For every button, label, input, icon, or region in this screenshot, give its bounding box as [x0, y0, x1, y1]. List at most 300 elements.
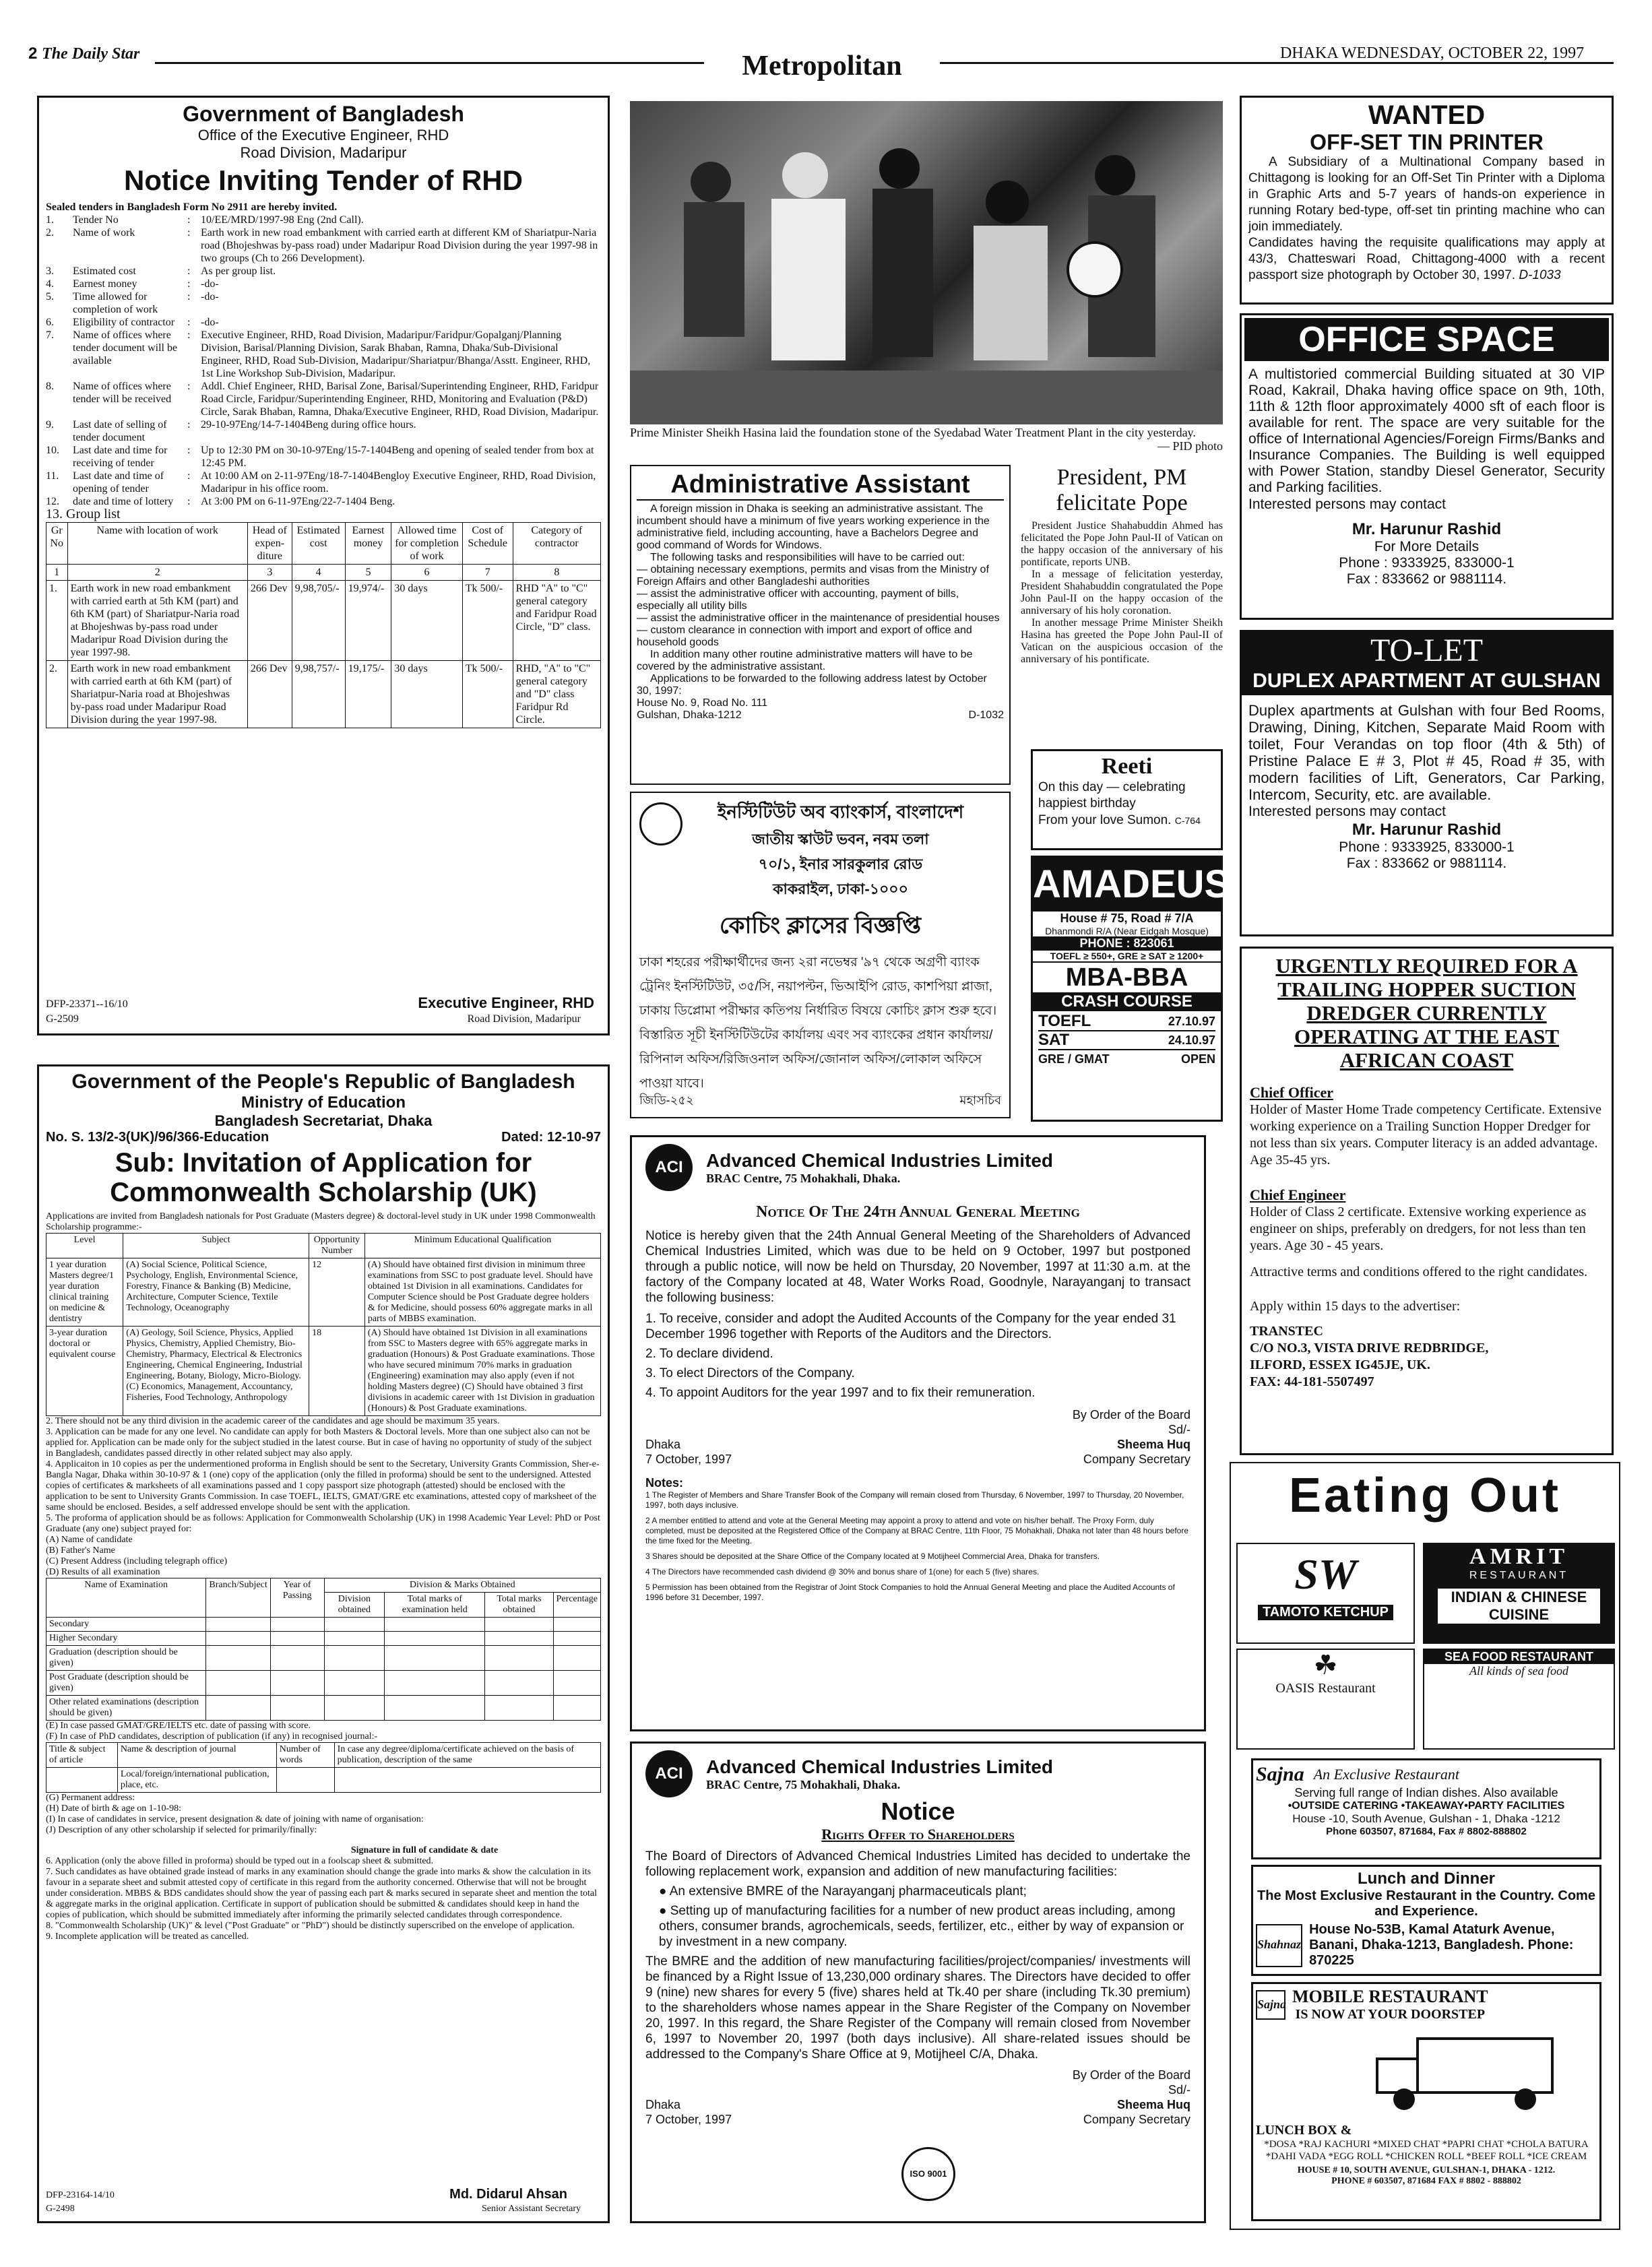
rhd-item-value: Addl. Chief Engineer, RHD, Barisal Zone, Barisal/Superintending Engineer, RHD, Faridpur Road Circle, Faridpur/Superintending Engineer, RHD, Monitoring and Evaluation (P&D) Circle, Sarak Bhaban, Ramna, Dhaka/Executive Engineer, RHD, Road Division, Madaripur. [201, 381, 599, 418]
table-cell [385, 1646, 485, 1671]
aci-agm-item: 3. To elect Directors of the Company. [645, 1366, 855, 1380]
rhd-title: Notice Inviting Tender of RHD [124, 164, 523, 196]
cw-field: (G) Permanent address: [46, 1793, 135, 1803]
eating-out-section [1230, 1462, 1620, 2230]
aci-agm-notes-heading: Notes: [645, 1476, 684, 1490]
pope-headline: President, PM felicitate Pope [1056, 465, 1188, 515]
amadeus-toefl: TOEFL [1038, 1012, 1091, 1030]
tolet-sub: DUPLEX APARTMENT AT GULSHAN [1252, 670, 1601, 692]
rhd-item-value: As per group list. [201, 265, 276, 277]
mobile-sub: IS NOW AT YOUR DOORSTEP [1295, 2007, 1486, 2022]
table-cell [206, 1632, 270, 1646]
cw-th: Level [46, 1234, 123, 1258]
exam-th: Division obtained [324, 1593, 385, 1618]
ibb-road: ৭০/১, ইনার সারকুলার রোড [758, 856, 923, 872]
ibb-area: কাকরাইল, ঢাকা-১০০০ [773, 881, 908, 897]
reeti-from: From your love Sumon. [1038, 813, 1172, 827]
dredger-chief-officer: Chief Officer [1250, 1084, 1333, 1101]
wanted-body2: Candidates having the requisite qualifications may apply at 43/3, Chatteswari Road, Chittagong-4000 with a recent passport size photograph by October 30, 1997. [1248, 236, 1605, 282]
rhd-item-number: 9. [46, 419, 54, 430]
office-contact: Interested persons may contact [1248, 497, 1446, 512]
shahnaz-logo: Shahnaz [1256, 1924, 1302, 1967]
dredger-a1: TRANSTEC [1250, 1324, 1323, 1339]
cw-field: (H) Date of birth & age on 1-10-98: [46, 1803, 181, 1814]
rhd-item-value: At 10:00 AM on 2-11-97Eng/18-7-1404Bengloy Executive Engineer, RHD, Road Division, Madaripur in his office room. [201, 470, 596, 494]
aci-rights-order: By Order of the Board [1072, 2068, 1190, 2082]
aci-rights-place: Dhaka [645, 2098, 681, 2111]
rhd-item-key: Last date and time for receiving of tender [73, 445, 168, 469]
aci-agm-place: Dhaka [645, 1438, 681, 1451]
cw-ref: DFP-23164-14/10 [46, 2190, 115, 2200]
rhd-item-key: Last date and time of opening of tender [73, 470, 164, 494]
cw-notes [46, 1416, 601, 1535]
rhd-item-key: Time allowed for completion of work [73, 291, 158, 315]
rhd-item [46, 495, 601, 508]
cw-note: 8. "Commonwealth Scholarship (UK)" & level ("Post Graduate" or "PhD") should be distinctly superscribed on the envelope of application. [46, 1921, 575, 1931]
amadeus-logo: AMADEUS [1033, 858, 1221, 912]
cw-field: (B) Father's Name [46, 1545, 115, 1556]
rhd-item-number: 6. [46, 317, 54, 328]
rhd-item-colon: : [187, 381, 191, 392]
commonwealth-scholarship-notice [37, 1064, 610, 2223]
institute-emblem-icon [639, 802, 682, 845]
aci-rights-item: ● An extensive BMRE of the Narayanganj pharmaceuticals plant; [659, 1884, 1027, 1898]
table-cell: RHD, "A" to "C" general category and "D" class Faridpur Rd Circle. [513, 661, 600, 728]
table-cell: 9,98,757/- [292, 661, 345, 728]
ibb-body: ঢাকা শহরের পরীক্ষার্থীদের জন্য ২রা নভেম্বর '৯৭ থেকে অগ্রণী ব্যাংক ট্রেনিং ইনস্টিটিউট, ৩৫/সি, নয়াপল্টন, ভিআইপি রোড, কাশপিয়া প্লাজা, ঢাকায় ডিপ্লোমা পরীক্ষার কতিপয় নির্ধারিত বিষয়ে কোচিং ক্লাস শুরু হবে। বিস্তারিত সূচী ইনস্টিটিউটের কার্যালয় এবং সব ব্যাংকের প্রধান কার্যালয়/রিপিনাল অফিস/রিজিওনাল অফিস/জোনাল অফিস/লোকাল অফিসে পাওয়া যাবে। [639, 955, 997, 1091]
aci-rights-role: Company Secretary [1083, 2113, 1190, 2126]
lunchbox-label: LUNCH BOX & [1256, 2123, 1352, 2138]
table-cell: Earth work in new road embankment with carried earth at 5th KM (part) and 6th KM (part) of Shariatpur-Naria road at Bhojeshwas by-pass road under Madaripur Road Division during the year 1997-98. [67, 581, 247, 661]
rhd-item [46, 470, 601, 495]
rhd-th: Gr No [46, 523, 68, 565]
table-cell [385, 1671, 485, 1696]
reeti-code: C-764 [1174, 815, 1201, 826]
pope-article [1021, 465, 1223, 744]
aci-agm-date: 7 October, 1997 [645, 1452, 732, 1466]
rhd-item-colon: : [187, 291, 191, 302]
rhd-items [46, 214, 601, 508]
table-cell: 19,974/- [345, 581, 391, 661]
ibb-signer: মহাসচিব [959, 1093, 1001, 1107]
cw-exam-table [46, 1578, 601, 1721]
table-cell: 2. [46, 661, 68, 728]
table-cell [270, 1632, 324, 1646]
admin-task: — assist the administrative officer in the maintenance of presidential houses [637, 612, 1000, 624]
table-cell [485, 1671, 553, 1696]
table-cell: Graduation (description should be given) [46, 1646, 206, 1671]
cw-note: 6. Application (only the above filled in proforma) should be typed out in a foolscap sheet & submitted. [46, 1856, 434, 1866]
rhd-item-number: 5. [46, 291, 54, 302]
cw-fields2 [46, 1721, 601, 1742]
admin-code: D-1032 [968, 709, 1004, 721]
dredger-p2: Holder of Class 2 certificate. Extensive working experience as engineer on ships, preferably on dredgers, for not less than ten years. Age 30 - 45 years. [1250, 1205, 1587, 1253]
rhd-intro: Sealed tenders in Bangladesh Form No 2911 are hereby invited. [46, 201, 338, 213]
rhd-item-number: 2. [46, 227, 54, 238]
rhd-item-number: 3. [46, 265, 54, 277]
aci-agm-order: By Order of the Board [1072, 1408, 1190, 1422]
news-photo [630, 101, 1223, 424]
table-row [46, 1632, 601, 1646]
table-cell [324, 1696, 385, 1721]
rhd-col-number: 7 [462, 565, 513, 581]
aci-agm-role: Company Secretary [1083, 1452, 1190, 1466]
table-cell: (A) Geology, Soil Science, Physics, Applied Physics, Chemistry, Applied Chemistry, Bio-Chemistry, Pharmacy, Electrical & Electronics Engineering, Chemical Engineering, Industrial Engineering, Botany, Biology, Micro-Biology. (C) Economics, Management, Accountancy, Fisheries, Food Technology, Anthropology [123, 1327, 309, 1416]
tamoto-label: TAMOTO KETCHUP [1258, 1605, 1393, 1620]
dredger-a4: FAX: 44-181-5507497 [1250, 1374, 1374, 1389]
tolet-name: Mr. Harunur Rashid [1352, 821, 1502, 839]
wanted-title: WANTED [1368, 100, 1486, 130]
rhd-item-number: 8. [46, 381, 54, 392]
rhd-ref: DFP-23371--16/10 [46, 998, 128, 1010]
wanted-body: A Subsidiary of a Multinational Company based in Chittagong is looking for an Off-Set Tin Printer with a Diploma in Graphic Arts and 5-7 years of hands-on experience in running Rotary bed-type, off-set tin printing machine who can join immediately. [1248, 155, 1605, 234]
table-cell [324, 1632, 385, 1646]
amadeus-mba: MBA-BBA [1065, 963, 1188, 992]
pub-th: Number of words [276, 1743, 334, 1768]
cw-fields [46, 1535, 601, 1578]
dredger-ad [1240, 947, 1614, 1455]
rhd-item-number: 4. [46, 278, 54, 290]
exam-th-group: Division & Marks Obtained [324, 1578, 601, 1593]
rhd-item [46, 214, 601, 226]
cw-note: 7. Such candidates as have obtained grade instead of marks in any examination should change the grade into marks & show the calculation in its favour in a separate sheet and submit attested copy of certificate in this regard from the authority concerned. Otherwise that will not be brought under consideration. MBBS & BDS candidates should show the year of passing each part & marks secured in separate sheet and mention the total & aggregate marks in the original application. Certificate in support of publication should be submitted & candidates should keep in hand the copies of publication, which should be submitted immediately after informing the primarily selected candidates through correspondence. [46, 1867, 598, 1920]
admin-addr2: Gulshan, Dhaka-1212 [637, 709, 742, 721]
table-cell: 18 [309, 1327, 365, 1416]
table-cell: Tk 500/- [462, 581, 513, 661]
pub-sub: Local/foreign/international publication, place, etc. [117, 1768, 276, 1793]
rhd-item-number: 11. [46, 470, 59, 482]
dredger-a2: C/O NO.3, VISTA DRIVE REDBRIDGE, [1250, 1341, 1489, 1355]
cw-field: (I) In case of candidates in service, present designation & date of joining with name of organisation: [46, 1814, 424, 1824]
lunch-address: House No-53B, Kamal Ataturk Avenue, Banani, Dhaka-1213, Bangladesh. Phone: 870225 [1309, 1922, 1574, 1968]
cw-field: (J) Description of any other scholarship if selected for primarily/finally: [46, 1825, 317, 1835]
aci-agm-item: 1. To receive, consider and adopt the Audited Accounts of the Company for the year ended 31 December 1996 together with Reports of the Auditors and the Directors. [645, 1312, 1176, 1341]
cw-th: Subject [123, 1234, 309, 1258]
mobile-menu: *DOSA *RAJ KACHURI *MIXED CHAT *PAPRI CHAT *CHOLA BATURA *DAHI VADA *EGG ROLL *CHICKEN ROLL *BEEF ROLL *ICE CREAM [1264, 2139, 1589, 2162]
tolet-body: Duplex apartments at Gulshan with four Bed Rooms, Drawing, Dining, Kitchen, Separate Maid Room with toilet, Four Verandas on top floor (4th & 5th) of Pristine Palace E # 3, Plot # 45, Road # 35, with modern facilities of Lift, Generators, Car Parking, Intercom, Security, etc. are available. [1248, 702, 1605, 803]
dredger-title: URGENTLY REQUIRED FOR A TRAILING HOPPER SUCTION DREDGER CURRENTLY OPERATING AT THE EAST AFRICAN COAST [1275, 954, 1578, 1072]
cw-secretariat: Bangladesh Secretariat, Dhaka [214, 1112, 433, 1129]
rhd-item-number: 7. [46, 329, 54, 341]
table-cell: (A) Should have obtained 1st Division in all examinations from SSC to Masters degree with 65% aggregate marks in graduation (Honours) & Post Graduate examinations. Those who have secured minimum 70% marks in graduation (Engineering) examination may also apply (even if not holding Masters degree) (C) Should have obtained 3 first divisions in academic career with 1st Division in graduation (Honours) & Post Graduate examinations. [364, 1327, 600, 1416]
table-cell: Secondary [46, 1618, 206, 1632]
mobile-phone: PHONE # 603507, 871684 FAX # 8802 - 888802 [1331, 2176, 1521, 2186]
table-row [46, 1258, 601, 1327]
cw-code: G-2498 [46, 2204, 75, 2214]
amadeus-crash: CRASH COURSE [1033, 992, 1221, 1011]
admin-tasks [637, 564, 1004, 649]
admin-p2: The following tasks and responsibilities will have to be carried out: [650, 552, 965, 563]
office-fax: Fax : 833662 or 9881114. [1346, 571, 1507, 587]
aci-rights-date: 7 October, 1997 [645, 2113, 732, 2126]
cw-field: (D) Results of all examination [46, 1567, 160, 1577]
cw-note: 2. There should not be any third division in the academic career of the candidates and age should be maximum 35 years. [46, 1416, 500, 1426]
rhd-item-key: Name of offices where tender document will be available [73, 329, 178, 366]
rhd-item-value: Executive Engineer, RHD, Road Division, Madaripur/Faridpur/Gopalganj/Planning Division, Barisal/Planning Division, Sarak Bhaban, Ramna, Dhaka/Sub-Divisional Engineer, RHD, Road Sub-Division, Madaripur/Shariatpur/Bhanga/Asstt. Engineer, RHD, 1st Line Workshop Sub-Division, Madaripur. [201, 329, 591, 379]
aci-agm-item: 4. To appoint Auditors for the year 1997 and to fix their remuneration. [645, 1386, 1036, 1400]
aci-name: Advanced Chemical Industries Limited [706, 1756, 1054, 1777]
shahnaz-ad [1251, 1865, 1601, 1976]
ibb-code: জিডি-২৫২ [639, 1093, 694, 1107]
rhd-item-key: Eligibility of contractor [73, 317, 175, 328]
dredger-p1: Holder of Master Home Trade competency Certificate. Extensive working experience on a Trailing Sunction Hopper Dredger for not less than six years. Computer literacy is an added advantage. Age 35-45 yrs. [1250, 1102, 1602, 1168]
photo-caption: Prime Minister Sheikh Hasina laid the foundation stone of the Syedabad Water Treatment Plant in the city yesterday. — PID photo [630, 426, 1223, 453]
tolet-contact: Interested persons may contact [1248, 804, 1446, 819]
table-row [46, 1618, 601, 1632]
table-cell: 1. [46, 581, 68, 661]
table-row [46, 581, 601, 661]
ibb-title: কোচিং ক্লাসের বিজ্ঞপ্তি [719, 913, 922, 938]
table-cell: RHD "A" to "C" general category and Faridpur Road Circle, "D" class. [513, 581, 600, 661]
tolet-phone: Phone : 9333925, 833000-1 [1339, 839, 1515, 855]
admin-p3: In addition many other routine administrative matters will have to be covered by the administrative assistant. [637, 649, 973, 672]
pope-p3: In another message Prime Minister Sheikh Hasina has greeted the Pope John Paul-II of Vatican on the auspicious occasion of the anniversary of his pontificate. [1021, 617, 1223, 665]
rhd-item-value: 10/EE/MRD/1997-98 Eng (2nd Call). [201, 214, 364, 226]
amadeus-sat-date: 24.10.97 [1168, 1033, 1215, 1047]
rhd-heading: Government of Bangladesh [183, 102, 464, 126]
rhd-th: Category of contractor [513, 523, 600, 565]
oasis-name: OASIS Restaurant [1275, 1681, 1376, 1696]
exam-th: Percentage [553, 1593, 600, 1618]
aci-agm-note: 1 The Register of Members and Share Transfer Book of the Company will remain closed from Thursday, 6 November, 1997 to Thursday, 20 November, 1997, both days inclusive. [645, 1490, 1184, 1510]
seafood-ad [1423, 1649, 1615, 1750]
rhd-item [46, 278, 601, 290]
aci-rights-p1: The Board of Directors of Advanced Chemical Industries Limited has decided to undertake the following replacement work, expansion and addition of new manufacturing facilities: [645, 1849, 1190, 1879]
aci-agm-notes [645, 1490, 1190, 1603]
dredger-chief-engineer: Chief Engineer [1250, 1186, 1346, 1203]
mobile-logo: Sajna [1256, 1990, 1285, 2020]
lunch-sub: The Most Exclusive Restaurant in the Country. Come and Experience. [1257, 1888, 1595, 1919]
rhd-item-value: -do- [201, 278, 219, 290]
cw-signer: Md. Didarul Ahsan [449, 2187, 567, 2202]
cw-intro: Applications are invited from Bangladesh nationals for Post Graduate (Masters degree) & doctoral-level study in UK under 1998 Commonwealth Scholarship programme:- [46, 1211, 596, 1232]
table-cell: Earth work in new road embankment with carried earth at 6th KM (part) of Shariatpur-Naria road at Bhojeshwas by-pass road under Madaripur Road Division during the year 1997-98. [67, 661, 247, 728]
rhd-item [46, 265, 601, 278]
cw-field: (C) Present Address (including telegraph office) [46, 1556, 228, 1566]
office-body: A multistoried commercial Building situated at 30 VIP Road, Kakrail, Dhaka having office space on 9th, 10th, 11th & 12th floor approximately 4000 sft of each floor is available for rent. The space are very suitable for the office of International Agencies/Foreign Firms/Banks and Insurance Companies. The Building is well equipped with Power Station, standby Diesel Generator, Security and Parking facilities. [1248, 366, 1605, 495]
table-cell: 12 [309, 1258, 365, 1327]
amrit-name: AMRIT [1469, 1544, 1569, 1569]
rhd-col-number: 2 [67, 565, 247, 581]
amadeus-phone: PHONE : 823061 [1033, 936, 1221, 951]
iso-seal-icon: ISO 9001 [901, 2147, 955, 2201]
table-cell: (A) Social Science, Political Science, Psychology, English, Environmental Science, Forestry, Finance & Banking (B) Medicine, Architecture, Computer Science, Textile Technology, Oceanography [123, 1258, 309, 1327]
dateline: DHAKA WEDNESDAY, OCTOBER 22, 1997 [1280, 44, 1585, 62]
amadeus-ad [1031, 856, 1231, 1122]
aci-rights-notice [630, 1742, 1206, 2223]
ibb-name: ইনস্টিটিউট অব ব্যাংকার্স, বাংলাদেশ [717, 802, 964, 822]
cw-note: 3. Application can be made for any one level. No candidate can apply for both Masters & Doctoral levels. More than one subject also can not be applied for. Application can be made only for the subject studied in the latest course. But in case of having no opportunity of study of the subject in Bangladesh, candidates passed directly in other related subject may also apply. [46, 1427, 592, 1459]
pub-th: Title & subject of article [46, 1743, 118, 1768]
cw-note: 9. Incomplete application will be treated as cancelled. [46, 1931, 249, 1942]
aci-agm-sd: Sd/- [1168, 1423, 1190, 1436]
rhd-item [46, 316, 601, 329]
rhd-item [46, 380, 601, 418]
sajna-body: Serving full range of Indian dishes. Also available [1294, 1786, 1558, 1799]
table-cell [485, 1696, 553, 1721]
table-cell: 30 days [391, 581, 462, 661]
rhd-item [46, 329, 601, 380]
table-cell [553, 1671, 600, 1696]
cw-notes2 [46, 1856, 601, 1942]
aci-agm-note: 2 A member entitled to attend and vote at the General Meeting may appoint a proxy to attend and vote on his/her behalf. The Proxy Form, duly completed, must be deposited at the Registered Office of the Company at BRAC Centre, 11th Floor, 75 Mohakhali, Dhaka not later than 48 hours before the time fixed for the Meeting. [645, 1516, 1189, 1545]
rhd-item-value: -do- [201, 291, 219, 302]
aci-rights-sd: Sd/- [1168, 2083, 1190, 2097]
amadeus-scores: TOEFL ≥ 550+, GRE ≥ SAT ≥ 1200+ [1033, 951, 1221, 963]
table-cell [270, 1696, 324, 1721]
rhd-code: G-2509 [46, 1013, 79, 1025]
rhd-item-key: Tender No [73, 214, 119, 226]
cw-th: Minimum Educational Qualification [364, 1234, 600, 1258]
cw-publication-table [46, 1742, 601, 1793]
rhd-item-key: date and time of lottery [73, 496, 174, 507]
reeti-title: Reeti [1101, 754, 1153, 779]
admin-addr1: House No. 9, Road No. 111 [637, 697, 768, 709]
sajna-body2: •OUTSIDE CATERING •TAKEAWAY•PARTY FACILITIES [1288, 1800, 1565, 1812]
rhd-division: Road Division, Madaripur [240, 144, 407, 161]
table-cell [485, 1646, 553, 1671]
aci-agm-notice [630, 1135, 1206, 1731]
cw-heading: Government of the People's Republic of Bangladesh [71, 1071, 575, 1093]
exam-th: Total marks obtained [485, 1593, 553, 1618]
dredger-apply: Apply within 15 days to the advertiser: [1250, 1299, 1461, 1314]
seafood-name: SEA FOOD RESTAURANT [1424, 1650, 1614, 1664]
rhd-th: Cost of Schedule [462, 523, 513, 565]
cw-field: (E) In case passed GMAT/GRE/IELTS etc. date of passing with score. [46, 1721, 311, 1731]
table-cell: 3-year duration doctoral or equivalent course [46, 1327, 123, 1416]
cw-signature-line: Signature in full of candidate & date [350, 1845, 499, 1855]
tolet-fax: Fax : 833662 or 9881114. [1346, 856, 1507, 871]
table-cell: 30 days [391, 661, 462, 728]
office-phone: Phone : 9333925, 833000-1 [1339, 555, 1515, 571]
cw-signer-title: Senior Assistant Secretary [482, 2204, 581, 2214]
table-row [46, 661, 601, 728]
pope-p2: In a message of felicitation yesterday, President Shahabuddin congratulated the Pope John Paul-II on the happy occasion of the anniversary of his holy coronation. [1021, 569, 1223, 616]
wanted-ad [1240, 96, 1614, 305]
rhd-item-value: Earth work in new road embankment with carried earth at different KM of Shariatpur-Naria road (Bhojeshwas by-pass road) under Madaripur Road Division during the year 1997-98 in two groups (Ch to 266 Development). [201, 227, 598, 264]
office-title: OFFICE SPACE [1244, 318, 1609, 361]
sajna-logo: Sajna [1256, 1763, 1304, 1785]
aci-agm-signer: Sheema Huq [1116, 1438, 1190, 1451]
admin-p4: Applications to be forwarded to the following address latest by October 30, 1997: [637, 673, 987, 697]
rhd-item [46, 444, 601, 470]
cw-table [46, 1233, 601, 1416]
aci-agm-note: 5 Permission has been obtained from the Registrar of Joint Stock Companies to hold the Annual General Meeting and place the Audited Accounts of 1996 before 31 December, 1997. [645, 1583, 1175, 1602]
amadeus-gre-status: OPEN [1180, 1052, 1215, 1066]
table-cell [270, 1671, 324, 1696]
pub-th: In case any degree/diploma/certificate achieved on the basis of publication, description of the same [334, 1743, 600, 1768]
rhd-item [46, 226, 601, 265]
table-cell [553, 1618, 600, 1632]
table-cell: (A) Should have obtained first division in minimum three examinations from SSC to post graduate level. Should have obtained 1st Division in all examinations. Candidates for Computer Science should be Post Graduate degree holders & for Medicine, should possess 60% aggregate marks in all parts of MBBS examination. [364, 1258, 600, 1327]
group-list-label: 13. Group list [46, 507, 121, 521]
tolet-title: TO-LET [1370, 633, 1484, 668]
table-cell [206, 1618, 270, 1632]
table-cell: Other related examinations (description should be given) [46, 1696, 206, 1721]
cw-note: 5. The proforma of application should be as follows: Application for Commonwealth Scholarship (UK) in 1998 Academic Year Level: PhD or Post Graduate (any one) subject prayed for: [46, 1513, 600, 1534]
amadeus-address: House # 75, Road # 7/A [1060, 912, 1194, 925]
ibb-building: জাতীয় স্কাউট ভবন, নবম তলা [752, 831, 929, 848]
rhd-item-key: Name of offices where tender will be received [73, 381, 172, 405]
amrit-ad [1423, 1543, 1615, 1644]
wanted-sub: OFF-SET TIN PRINTER [1310, 130, 1544, 154]
table-cell [206, 1671, 270, 1696]
table-row [46, 1671, 601, 1696]
cw-th: Opportunity Number [309, 1234, 365, 1258]
table-cell: 19,175/- [345, 661, 391, 728]
exam-th: Total marks of examination held [385, 1593, 485, 1618]
admin-task: — assist the administrative officer with accounting, payment of bills, especially all utility bills [637, 588, 959, 612]
rhd-item [46, 418, 601, 444]
rhd-col-number: 1 [46, 565, 68, 581]
rhd-item-key: Name of work [73, 227, 135, 238]
cw-fields3 [46, 1793, 601, 1836]
oasis-logo-icon: ☘ [1313, 1650, 1338, 1681]
aci-address: BRAC Centre, 75 Mohakhali, Dhaka. [706, 1171, 901, 1185]
table-cell [553, 1632, 600, 1646]
table-cell [553, 1696, 600, 1721]
rhd-item-number: 10. [46, 445, 59, 456]
rhd-item-value: Up to 12:30 PM on 30-10-97Eng/15-7-1404Beng and opening of sealed tender from box at 12:45 PM. [201, 445, 594, 469]
admin-task: — obtaining necessary exemptions, permits and visas from the Ministry of Foreign Affairs and other Bangladeshi authorities [637, 564, 989, 587]
aci-rights-signer: Sheema Huq [1116, 2098, 1190, 2111]
rhd-th: Head of expen-diture [247, 523, 292, 565]
rhd-th: Estimated cost [292, 523, 345, 565]
table-row [46, 1327, 601, 1416]
table-cell: Tk 500/- [462, 661, 513, 728]
cw-field: (A) Name of candidate [46, 1535, 133, 1545]
table-cell: Higher Secondary [46, 1632, 206, 1646]
reeti-text: On this day — celebrating happiest birthday [1038, 780, 1186, 810]
table-cell [385, 1618, 485, 1632]
table-cell [270, 1618, 324, 1632]
aci-rights-sub: Rights Offer to Shareholders [821, 1826, 1015, 1843]
table-cell [324, 1618, 385, 1632]
pub-th: Name & description of journal [117, 1743, 276, 1768]
amadeus-address2: Dhanmondi R/A (Near Eidgah Mosque) [1045, 926, 1209, 936]
rhd-item-colon: : [187, 470, 191, 482]
admin-task: — custom clearance in connection with import and export of office and household goods [637, 625, 972, 648]
table-cell [485, 1632, 553, 1646]
sajna-ad [1251, 1758, 1601, 1859]
table-cell: 266 Dev [247, 661, 292, 728]
aci-rights-p2: The BMRE and the addition of new manufacturing facilities/project/companies/ investments will be financed by a Right Issue of 13,230,000 ordinary shares. The Directors have decided to offer 9 (nine) new shares for every 5 (five) shares held at Tk.40 per share (including Tk.30 premium) to the shareholders whose names appear in the Share Register of the Company on November 20, 1997. In this regard, the Share Register of the Company will remain closed from November 6, 1997 to November 20, 1997 (both days inclusive). All share-related issues should be addressed to the Company's Share Office at 9, Motijheel C/A, Dhaka. [645, 1954, 1190, 2062]
institute-of-bankers-ad [630, 792, 1011, 1118]
mobile-address: HOUSE # 10, SOUTH AVENUE, GULSHAN-1, DHAKA - 1212. [1297, 2165, 1556, 2175]
aci-agm-note: 4 The Directors have recommended cash dividend @ 30% and bonus share of 1(one) for each 5 (five) shares. [645, 1567, 1040, 1576]
amrit-sub: RESTAURANT [1469, 1570, 1569, 1581]
to-let-ad [1240, 630, 1614, 936]
mobile-title: MOBILE RESTAURANT [1292, 1987, 1488, 2006]
sajna-tag: An Exclusive Restaurant [1313, 1766, 1459, 1783]
cw-date: Dated: 12-10-97 [501, 1130, 601, 1145]
office-name: Mr. Harunur Rashid [1352, 520, 1502, 538]
rhd-item-colon: : [187, 496, 191, 507]
table-cell: 1 year duration Masters degree/1 year duration clinical training on medicine & dentistry [46, 1258, 123, 1327]
table-cell [324, 1671, 385, 1696]
table-cell [553, 1646, 600, 1671]
rhd-col-number: 3 [247, 565, 292, 581]
rhd-th: Earnest money [345, 523, 391, 565]
table-cell: 266 Dev [247, 581, 292, 661]
cw-ministry: Ministry of Education [241, 1093, 406, 1112]
rhd-item-key: Earnest money [73, 278, 137, 290]
cw-title: Sub: Invitation of Application for Commonwealth Scholarship (UK) [110, 1148, 537, 1207]
rhd-th: Name with location of work [67, 523, 247, 565]
table-cell [485, 1618, 553, 1632]
rhd-col-number: 8 [513, 565, 600, 581]
rhd-item-value: -do- [201, 317, 219, 328]
